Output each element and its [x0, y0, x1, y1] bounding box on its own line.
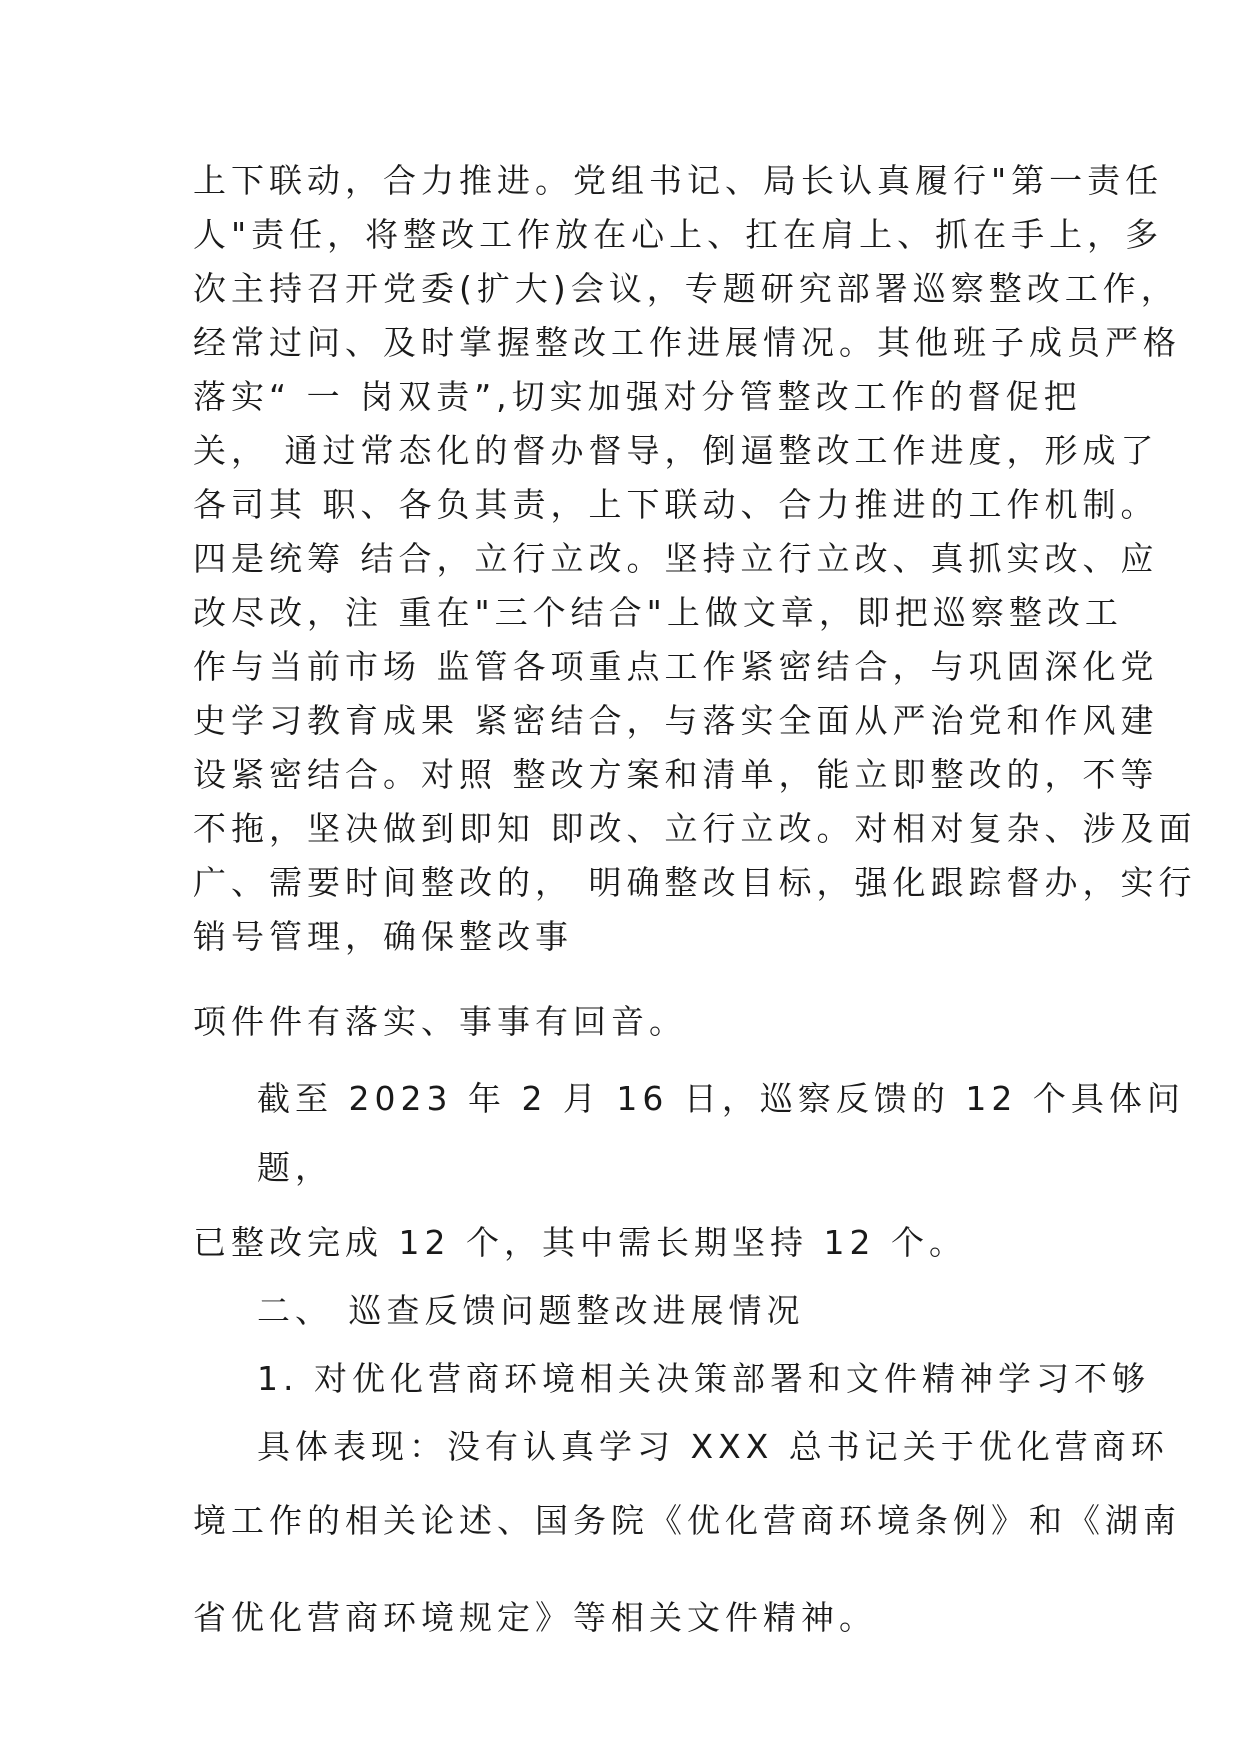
- paragraph-line: 落实“ 一 岗双责”,切实加强对分管整改工作的督促把: [193, 377, 1082, 416]
- paragraph-line: 已整改完成 12 个，其中需长期坚持 12 个。: [193, 1223, 967, 1262]
- paragraph-line: 改尽改，注 重在"三个结合"上做文章，即把巡察整改工: [193, 593, 1123, 632]
- paragraph-line: 各司其 职、各负其责，上下联动、合力推进的工作机制。: [193, 485, 1159, 524]
- paragraph-line: 次主持召开党委(扩大)会议，专题研究部署巡察整改工作，: [193, 269, 1179, 308]
- paragraph-line: 省优化营商环境规定》等相关文件精神。: [193, 1598, 877, 1637]
- paragraph-line: 关， 通过常态化的督办督导，倒逼整改工作进度，形成了: [193, 431, 1159, 470]
- paragraph-line: 上下联动，合力推进。党组书记、局长认真履行"第一责任: [193, 161, 1164, 200]
- paragraph-line: 项件件有落实、事事有回音。: [193, 1002, 687, 1041]
- paragraph-line: 销号管理，确保整改事: [193, 917, 573, 956]
- section-heading: 二、 巡查反馈问题整改进展情况: [257, 1291, 805, 1330]
- paragraph-line: 题，: [257, 1148, 333, 1187]
- list-item-heading: 1. 对优化营商环境相关决策部署和文件精神学习不够: [257, 1359, 1150, 1398]
- paragraph-line: 不拖，坚决做到即知 即改、立行立改。对相对复杂、涉及面: [193, 809, 1197, 848]
- paragraph-line: 四是统筹 结合，立行立改。坚持立行立改、真抓实改、应: [193, 539, 1159, 578]
- paragraph-line: 史学习教育成果 紧密结合，与落实全面从严治党和作风建: [193, 701, 1159, 740]
- paragraph-line: 经常过问、及时掌握整改工作进展情况。其他班子成员严格: [193, 323, 1181, 362]
- paragraph-line: 设紧密结合。对照 整改方案和清单，能立即整改的，不等: [193, 755, 1159, 794]
- paragraph-line: 境工作的相关论述、国务院《优化营商环境条例》和《湖南: [193, 1501, 1181, 1540]
- paragraph-line: 人"责任，将整改工作放在心上、扛在肩上、抓在手上，多: [193, 215, 1164, 254]
- paragraph-line: 具体表现：没有认真学习 XXX 总书记关于优化营商环: [257, 1427, 1169, 1466]
- paragraph-line: 作与当前市场 监管各项重点工作紧密结合，与巩固深化党: [193, 647, 1159, 686]
- paragraph-line: 截至 2023 年 2 月 16 日，巡察反馈的 12 个具体问: [257, 1079, 1185, 1118]
- paragraph-line: 广、需要时间整改的， 明确整改目标，强化跟踪督办，实行: [193, 863, 1197, 902]
